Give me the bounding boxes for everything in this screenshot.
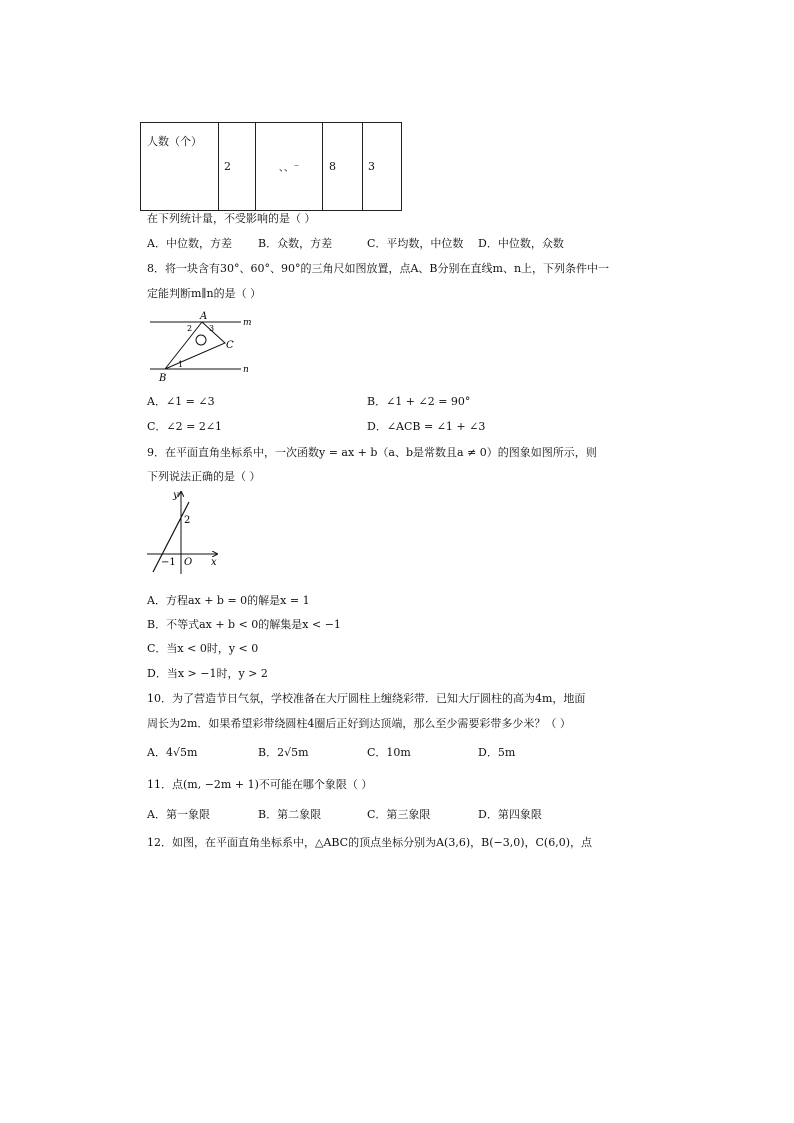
q7-option-d: D．中位数，众数 bbox=[478, 237, 564, 250]
q12-stem: 12．如图，在平面直角坐标系中，△ABC的顶点坐标分别为A(3,6)，B(−3,0)，C(6,0)，点 bbox=[147, 836, 592, 849]
q8-option-c: C．∠2 = 2∠1 bbox=[147, 420, 223, 433]
q8-option-a: A．∠1 = ∠3 bbox=[147, 395, 215, 408]
table-cell: 2 bbox=[219, 123, 256, 211]
q11-option-b: B．第二象限 bbox=[258, 808, 322, 821]
table-row-label: 人数（个） bbox=[141, 123, 219, 211]
label-origin: O bbox=[184, 557, 193, 568]
table-cell: 8 bbox=[323, 123, 363, 211]
label-angle-1: 1 bbox=[178, 360, 184, 369]
label-m: m bbox=[243, 318, 252, 328]
q11-option-c: C．第三象限 bbox=[367, 808, 431, 821]
q11-option-a: A．第一象限 bbox=[147, 808, 210, 821]
label-intercept-2: 2 bbox=[184, 515, 191, 526]
label-a: A bbox=[200, 311, 208, 322]
table-row bbox=[141, 123, 402, 211]
q8-option-d: D．∠ACB = ∠1 + ∠3 bbox=[367, 420, 486, 433]
statistics-table bbox=[140, 122, 402, 211]
q10-option-a: A．4√5m bbox=[147, 746, 198, 759]
q7-option-c: C．平均数，中位数 bbox=[367, 237, 464, 250]
q7-option-a: A．中位数，方差 bbox=[147, 237, 232, 250]
table-cell-smudge bbox=[256, 123, 323, 211]
q9-option-c: C．当x < 0时，y < 0 bbox=[147, 642, 259, 655]
table-cell: 3 bbox=[363, 123, 402, 211]
q8-stem-line1: 8．将一块含有30°、60°、90°的三角尺如图放置，点A、B分别在直线m、n上，下列条件中一 bbox=[147, 262, 610, 275]
label-intercept-neg1: −1 bbox=[161, 557, 176, 568]
label-angle-2: 2 bbox=[187, 324, 193, 333]
q8-triangle-figure bbox=[145, 305, 255, 385]
q10-stem-line1: 10．为了营造节日气氛，学校准备在大厅圆柱上缠绕彩带．已知大厅圆柱的高为4m，地面 bbox=[147, 692, 586, 705]
label-x: x bbox=[211, 557, 217, 568]
q10-option-d: D．5m bbox=[478, 746, 516, 759]
q7-option-b: B．众数，方差 bbox=[258, 237, 333, 250]
q10-option-c: C．10m bbox=[367, 746, 411, 759]
label-b: B bbox=[159, 373, 167, 384]
q9-graph-figure bbox=[145, 488, 225, 576]
smudge-mark: 、、⁻ bbox=[278, 163, 300, 174]
q9-option-b: B．不等式ax + b < 0的解集是x < −1 bbox=[147, 618, 341, 631]
q7-stem: 在下列统计量，不受影响的是（ ） bbox=[147, 212, 316, 225]
label-angle-3: 3 bbox=[209, 324, 215, 333]
q11-option-d: D．第四象限 bbox=[478, 808, 542, 821]
q9-option-a: A．方程ax + b = 0的解是x = 1 bbox=[147, 594, 310, 607]
label-c: C bbox=[226, 340, 234, 351]
label-y: y bbox=[173, 490, 179, 501]
q10-stem-line2: 周长为2m．如果希望彩带绕圆柱4圈后正好到达顶端，那么至少需要彩带多少米？（ ） bbox=[147, 717, 571, 730]
q10-option-b: B．2√5m bbox=[258, 746, 309, 759]
label-n: n bbox=[243, 365, 249, 375]
q9-stem-line2: 下列说法正确的是（ ） bbox=[147, 470, 261, 483]
q9-option-d: D．当x > −1时，y > 2 bbox=[147, 667, 268, 680]
q9-stem-line1: 9．在平面直角坐标系中，一次函数y = ax + b（a、b是常数且a ≠ 0）的图象如图所示，则 bbox=[147, 446, 597, 459]
q8-stem-line2: 定能判断m∥n的是（ ） bbox=[147, 287, 262, 300]
q11-stem: 11．点(m, −2m + 1)不可能在哪个象限（ ） bbox=[147, 778, 373, 791]
q8-option-b: B．∠1 + ∠2 = 90° bbox=[367, 395, 471, 408]
